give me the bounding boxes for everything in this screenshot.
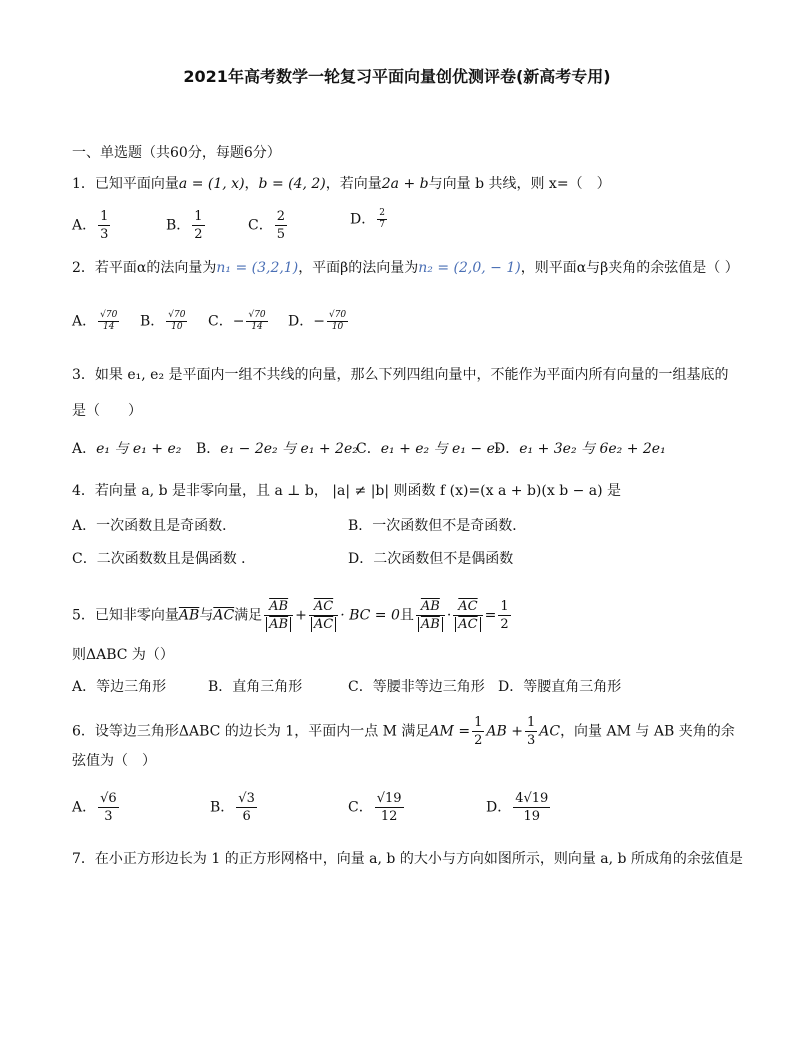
- fraction: [275, 208, 287, 243]
- q1-option-a[interactable]: [72, 208, 112, 243]
- option-label: B．: [140, 313, 165, 330]
- q3-option-b[interactable]: [196, 440, 358, 458]
- option-label: D．: [494, 441, 520, 457]
- option-text: e₁ 与 e₁ + e₂: [96, 441, 182, 457]
- denominator: 5: [276, 227, 285, 242]
- q1-vector-a: a = (1, x): [178, 176, 245, 192]
- q5-unit-ac: [309, 598, 338, 633]
- fraction: [192, 208, 204, 243]
- denominator: 3: [104, 809, 113, 824]
- q2-option-a[interactable]: [72, 310, 121, 333]
- q1-vector-b: b = (4, 2): [258, 176, 326, 192]
- q2-normal-vector-2: n₂ = (2,0, − 1): [418, 260, 521, 276]
- numerator: $\overline{AC}$: [453, 598, 482, 616]
- question-5-line-2: 则ΔABC 为（）: [72, 647, 174, 663]
- option-label: B．: [210, 799, 235, 816]
- q5-vector-ab: $\overline{AB}$: [178, 607, 200, 624]
- numerator: √6: [100, 791, 117, 806]
- denominator: 14: [251, 322, 263, 332]
- numerator: $\overline{AC}$: [309, 598, 338, 616]
- q5-option-c[interactable]: C．等腰非等边三角形: [348, 679, 485, 695]
- q6-prefix: 6．设等边三角形ΔABC 的边长为 1，平面内一点 M 满足: [72, 723, 430, 740]
- q5-yu: 与: [199, 607, 214, 624]
- fraction: [98, 790, 119, 825]
- denominator: 2: [474, 733, 483, 748]
- denominator: [416, 616, 445, 633]
- numerator: √19: [376, 791, 402, 806]
- question-5: 5．已知非零向量$\overline{AB}$与$\overline{AC}$满足 $\frac{\overline{AB}}{AB}$ + $\frac{\overline{AC}}{AC}$ · BC = 0且 $\frac{\overline{AB}}{AB}$ · $\frac{\overline{AC}}{AC}$ = $\frac{1}{2}$: [72, 599, 509, 632]
- numerator: √70: [100, 310, 118, 320]
- option-label: C．: [208, 313, 233, 330]
- q5-prefix: 5．已知非零向量: [72, 607, 179, 624]
- fraction: [327, 310, 348, 333]
- option-text: e₁ + 3e₂ 与 6e₂ + 2e₁: [519, 441, 666, 457]
- denominator: [453, 616, 482, 633]
- option-label: B．: [166, 217, 191, 234]
- q6-ac: AC: [539, 723, 561, 740]
- fraction: [166, 310, 187, 333]
- denominator: 7: [379, 220, 385, 230]
- numerator: 2: [276, 209, 285, 224]
- q6-option-b[interactable]: [210, 790, 259, 825]
- numerator: 2: [379, 208, 385, 218]
- numerator: √70: [168, 310, 186, 320]
- q4-option-b[interactable]: B．一次函数但不是奇函数．: [348, 518, 527, 534]
- option-label: B．: [196, 441, 221, 457]
- q5-bc-eq: · BC = 0: [340, 607, 400, 624]
- q1-option-b[interactable]: [166, 208, 207, 243]
- q2-option-c[interactable]: [208, 310, 270, 333]
- q3-option-c[interactable]: [356, 440, 500, 458]
- option-label: D．: [486, 799, 512, 816]
- option-text: e₁ + e₂ 与 e₁ − e₂: [380, 441, 501, 457]
- q1-prefix: 1．已知平面向量: [72, 176, 179, 192]
- q1-option-c[interactable]: [248, 208, 289, 243]
- option-label: A．: [72, 441, 97, 457]
- denominator: 2: [500, 617, 509, 632]
- numerator: 1: [526, 715, 536, 730]
- numerator: 4√19: [515, 791, 549, 806]
- numerator: √3: [238, 791, 255, 806]
- denominator: 6: [242, 809, 251, 824]
- q1-option-d[interactable]: [350, 208, 389, 231]
- q1-mid: ，若向量: [325, 176, 382, 192]
- denominator: [264, 616, 293, 633]
- sign: −: [232, 313, 245, 330]
- abs-ab: AB: [266, 617, 291, 632]
- denominator: 3: [526, 733, 536, 748]
- q6-option-a[interactable]: [72, 790, 121, 825]
- q2-normal-vector-1: n₁ = (3,2,1): [216, 260, 299, 276]
- q1-expression: 2a + b: [381, 176, 429, 192]
- denominator: 12: [380, 809, 398, 824]
- q4-option-d[interactable]: D．二次函数但不是偶函数: [348, 551, 514, 567]
- numerator: 1: [194, 209, 203, 224]
- question-1: [72, 175, 611, 193]
- q1-sep: ，: [244, 176, 259, 192]
- denominator: 2: [194, 227, 203, 242]
- q4-option-a[interactable]: A．一次函数且是奇函数．: [72, 518, 237, 534]
- q3-option-a[interactable]: [72, 440, 181, 458]
- option-label: A．: [72, 313, 97, 330]
- denominator: 10: [331, 322, 344, 332]
- fraction: [98, 310, 119, 333]
- question-3-line-2: 是（ ）: [72, 403, 142, 419]
- option-label: A．: [72, 217, 97, 234]
- fraction: [377, 208, 387, 231]
- q5-unit-ac-2: [453, 598, 482, 633]
- q5-unit-ab-2: [416, 598, 445, 633]
- fraction: [513, 790, 550, 825]
- option-label: C．: [248, 217, 273, 234]
- question-4: 4．若向量 a, b 是非零向量，且 a ⊥ b， |a| ≠ |b| 则函数 f (x)=(x a + b)(x b − a) 是: [72, 483, 622, 499]
- q2-text-b: ，平面β的法向量为: [298, 260, 419, 276]
- question-3-line-1: 3．如果 e₁, e₂ 是平面内一组不共线的向量，那么下列四组向量中，不能作为平面内所有向量的一组基底的: [72, 367, 729, 383]
- numerator: $\overline{AB}$: [416, 598, 445, 616]
- q2-option-d[interactable]: [288, 310, 350, 333]
- q6-option-d[interactable]: [486, 790, 552, 825]
- q5-option-d[interactable]: D．等腰直角三角形: [498, 679, 622, 695]
- q5-qie: 且: [399, 607, 414, 624]
- q5-half: [498, 598, 510, 633]
- fraction: [375, 790, 404, 825]
- numerator: $\overline{AB}$: [264, 598, 293, 616]
- fraction: [98, 208, 110, 243]
- numerator: 1: [500, 599, 509, 614]
- q2-option-b[interactable]: [140, 310, 189, 333]
- q6-option-c[interactable]: [348, 790, 406, 825]
- numerator: √70: [328, 310, 347, 320]
- abs-ac: AC: [311, 617, 336, 632]
- numerator: 1: [100, 209, 109, 224]
- option-label: D．: [350, 211, 376, 228]
- q5-mid: 满足: [234, 607, 263, 624]
- denominator: 19: [523, 809, 541, 824]
- question-6: [72, 714, 735, 749]
- q6-coef-1: [472, 714, 484, 749]
- fraction: [236, 790, 257, 825]
- option-label: C．: [348, 799, 373, 816]
- q5-vector-ac: $\overline{AC}$: [213, 607, 235, 624]
- question-6-line-2: 弦值为（ ）: [72, 753, 156, 769]
- denominator: 3: [100, 227, 109, 242]
- q5-option-a[interactable]: A．等边三角形: [72, 679, 167, 695]
- numerator: √70: [248, 310, 266, 320]
- option-label: A．: [72, 799, 97, 816]
- q6-suffix: ，向量 AM 与 AB 夹角的余: [560, 723, 735, 740]
- denominator: 14: [102, 322, 115, 332]
- numerator: 1: [474, 715, 483, 730]
- abs-ac: AC: [455, 617, 480, 632]
- q1-end: 与向量 b 共线，则 x=（ ）: [428, 176, 611, 192]
- section-heading: 一、单选题（共60分，每题6分）: [72, 145, 281, 161]
- q2-text-a: 2．若平面α的法向量为: [72, 260, 217, 276]
- q6-ab-plus: AB +: [486, 723, 523, 740]
- q4-option-c[interactable]: C．二次函数数且是偶函数 ．: [72, 551, 256, 567]
- q5-eq: =: [484, 607, 497, 624]
- q2-text-c: ，则平面α与β夹角的余弦值是（ ）: [520, 260, 739, 276]
- q5-option-b[interactable]: B．直角三角形: [208, 679, 303, 695]
- denominator: 10: [171, 322, 183, 332]
- page-title: 2021年高考数学一轮复习平面向量创优测评卷(新高考专用): [183, 67, 611, 86]
- q5-unit-ab: [264, 598, 293, 633]
- q3-option-d[interactable]: [494, 440, 666, 458]
- sign: −: [313, 313, 325, 330]
- fraction: [246, 310, 267, 333]
- option-text: e₁ − 2e₂ 与 e₁ + 2e₂: [220, 441, 358, 457]
- abs-ab: AB: [418, 617, 443, 632]
- option-label: D．: [288, 313, 314, 330]
- question-2: [72, 259, 739, 277]
- question-7: 7．在小正方形边长为 1 的正方形网格中，向量 a, b 的大小与方向如图所示，则向量 a, b 所成角的余弦值是: [72, 851, 743, 867]
- option-label: C．: [356, 441, 381, 457]
- q6-am-eq: AM =: [429, 723, 471, 740]
- q6-coef-2: [525, 714, 537, 749]
- denominator: [309, 616, 338, 633]
